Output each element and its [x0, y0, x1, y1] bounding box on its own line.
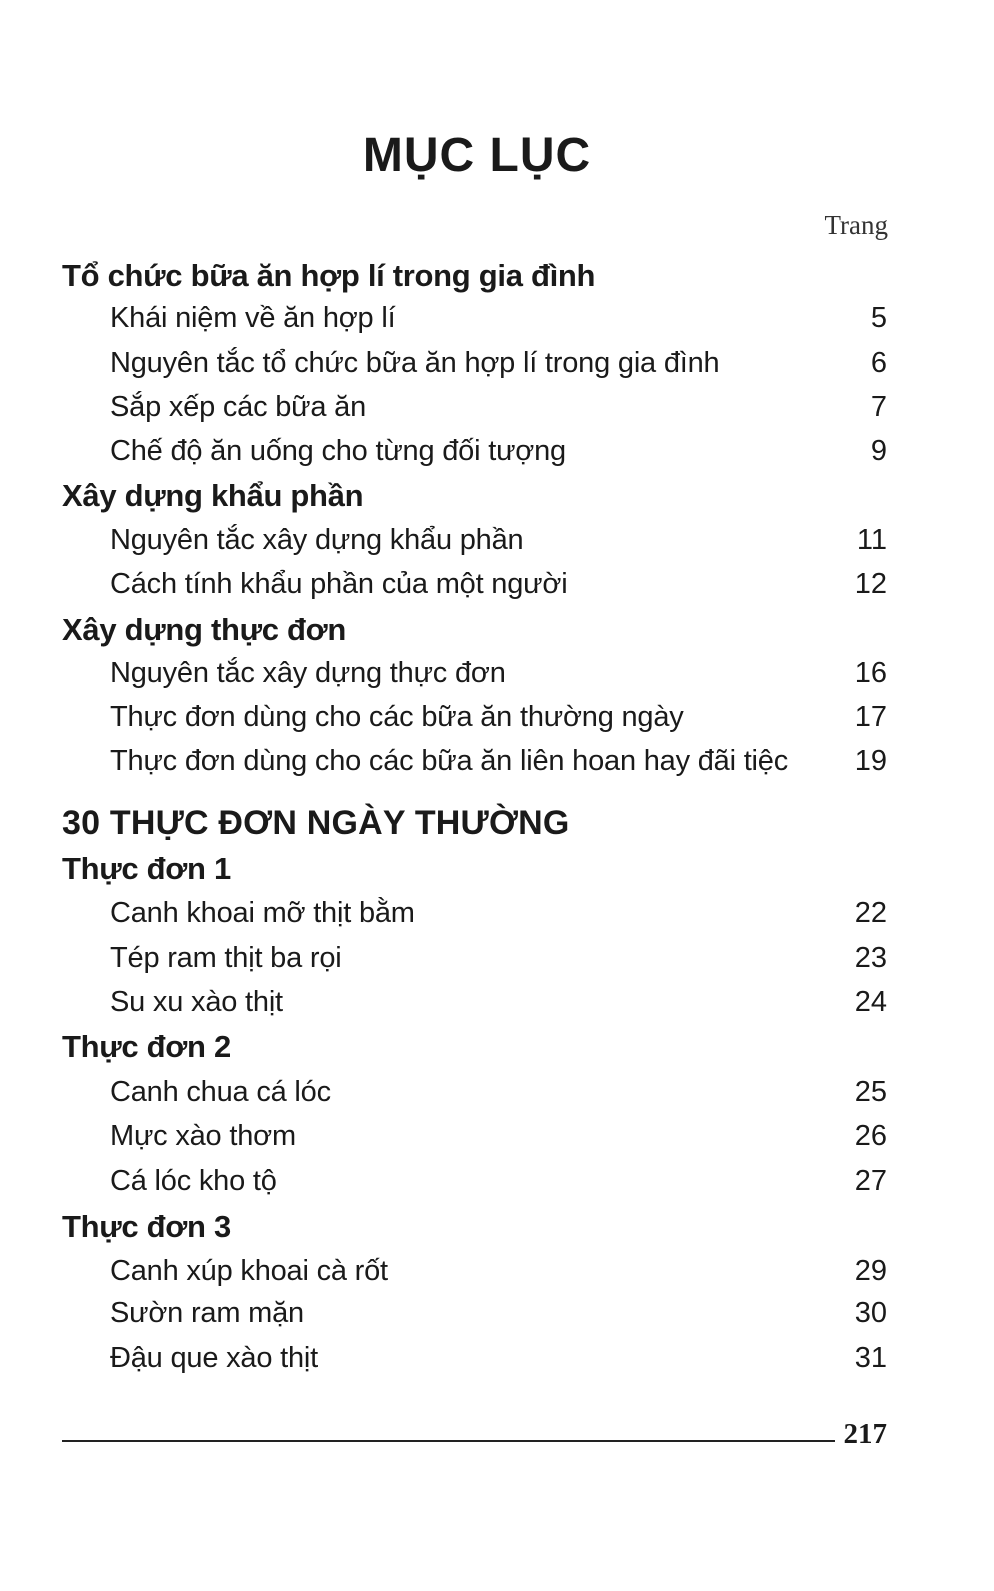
toc-item-title: Nguyên tắc xây dựng khẩu phần	[110, 524, 524, 556]
page-title: MỤC LỤC	[362, 129, 592, 182]
toc-page-number: 9	[870, 435, 887, 467]
toc-page-number: 16	[854, 657, 887, 689]
toc-entry	[0, 524, 994, 564]
toc-item-title: Su xu xào thịt	[110, 986, 283, 1018]
toc-entry	[0, 435, 994, 475]
toc-entry	[0, 391, 994, 431]
toc-page-number: 23	[854, 942, 887, 974]
toc-entry	[0, 745, 994, 785]
toc-item-title: Tép ram thịt ba rọi	[110, 942, 342, 974]
page-number: 217	[843, 1418, 887, 1450]
toc-item-title: Cá lóc kho tộ	[110, 1165, 277, 1197]
toc-section-heading: Xây dựng khẩu phần	[62, 478, 364, 513]
toc-page-number: 26	[854, 1120, 887, 1152]
toc-item-title: Mực xào thơm	[110, 1120, 296, 1152]
toc-entry	[0, 1209, 994, 1249]
toc-entry	[0, 701, 994, 741]
toc-entry	[0, 897, 994, 937]
toc-page-number: 12	[854, 568, 887, 600]
toc-entry	[0, 1165, 994, 1205]
toc-entry	[0, 302, 994, 342]
toc-page-number: 24	[854, 986, 887, 1018]
toc-page-number: 19	[854, 745, 887, 777]
toc-part-title: 30 THỰC ĐƠN NGÀY THƯỜNG	[62, 804, 570, 842]
toc-item-title: Sườn ram mặn	[110, 1297, 304, 1329]
toc-item-title: Cách tính khẩu phần của một người	[110, 568, 568, 600]
toc-item-title: Thực đơn dùng cho các bữa ăn thường ngày	[110, 701, 684, 733]
toc-item-title: Khái niệm về ăn hợp lí	[110, 302, 396, 334]
toc-entry	[0, 258, 994, 298]
toc-page-number: 6	[870, 347, 887, 379]
toc-section-heading: Thực đơn 2	[62, 1029, 231, 1064]
toc-entry	[0, 804, 994, 844]
toc-entry	[0, 1297, 994, 1337]
toc-section-heading: Tổ chức bữa ăn hợp lí trong gia đình	[62, 258, 596, 293]
toc-page-number: 5	[870, 302, 887, 334]
toc-item-title: Nguyên tắc xây dựng thực đơn	[110, 657, 506, 689]
toc-item-title: Canh xúp khoai cà rốt	[110, 1255, 388, 1287]
toc-item-title: Nguyên tắc tổ chức bữa ăn hợp lí trong gia đình	[110, 347, 720, 379]
toc-entry	[0, 1029, 994, 1069]
toc-entry	[0, 568, 994, 608]
toc-item-title: Canh chua cá lóc	[110, 1076, 331, 1108]
toc-page-number: 17	[854, 701, 887, 733]
toc-item-title: Thực đơn dùng cho các bữa ăn liên hoan hay đãi tiệc	[110, 745, 789, 777]
toc-item-title: Sắp xếp các bữa ăn	[110, 391, 367, 423]
toc-entry	[0, 942, 994, 982]
toc-item-title: Chế độ ăn uống cho từng đối tượng	[110, 435, 566, 467]
toc-entry	[0, 478, 994, 518]
toc-entry	[0, 1120, 994, 1160]
toc-page-number: 25	[854, 1076, 887, 1108]
toc-page-number: 22	[854, 897, 887, 929]
page-column-label: Trang	[824, 210, 888, 240]
toc-item-title: Đậu que xào thịt	[110, 1342, 318, 1374]
toc-entry	[0, 1076, 994, 1116]
footer-rule	[62, 1440, 835, 1442]
toc-page-number: 11	[856, 524, 887, 556]
toc-item-title: Canh khoai mỡ thịt bằm	[110, 897, 415, 929]
toc-entry	[0, 986, 994, 1026]
toc-entry	[0, 657, 994, 697]
toc-page-number: 29	[854, 1255, 887, 1287]
toc-page-number: 31	[854, 1342, 887, 1374]
toc-entry	[0, 347, 994, 387]
toc-entry	[0, 1255, 994, 1295]
toc-page-number: 30	[854, 1297, 887, 1329]
toc-entry	[0, 851, 994, 891]
toc-section-heading: Thực đơn 1	[62, 851, 231, 886]
toc-entry	[0, 1342, 994, 1382]
toc-page-number: 7	[870, 391, 887, 423]
toc-section-heading: Thực đơn 3	[62, 1209, 231, 1244]
toc-section-heading: Xây dựng thực đơn	[62, 612, 347, 647]
toc-page-number: 27	[854, 1165, 887, 1197]
toc-entry	[0, 612, 994, 652]
